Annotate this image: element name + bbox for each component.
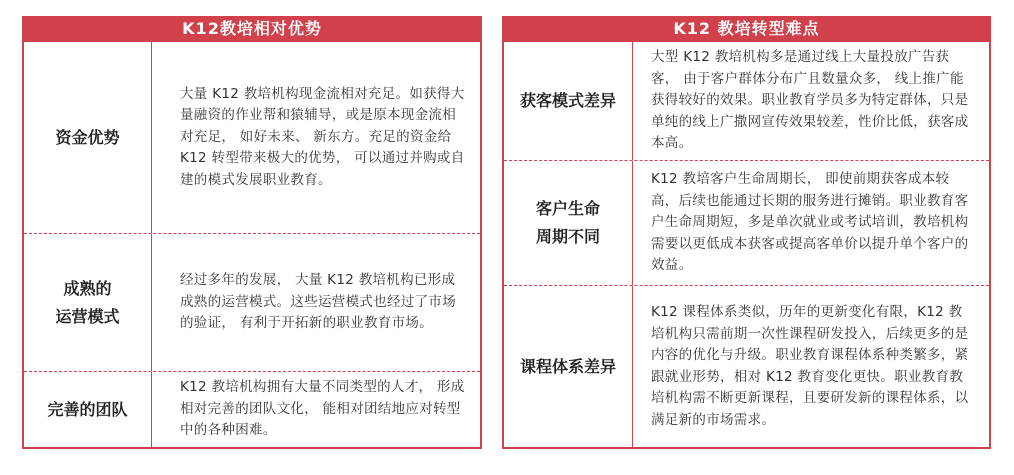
row-label: 资金优势 (24, 42, 152, 233)
challenges-table (502, 42, 991, 449)
row-label: 成熟的 运营模式 (24, 234, 152, 371)
challenges-title: K12 教培转型难点 (502, 16, 991, 42)
challenges-panel (502, 16, 991, 449)
row-text: K12 教培机构拥有大量不同类型的人才， 形成相对完善的团队文化， 能相对团结地应对转型中的各种困难。 (180, 379, 465, 439)
advantages-title: K12教培相对优势 (22, 16, 482, 42)
row-text: 大量 K12 教培机构现金流相对充足。如获得大量融资的作业帮和猿辅导，或是原本现金流相对充足， 如好未来、 新东方。充足的资金给 K12 转型带来极大的优势， 可以通过并购或自建的模式发展职业教育。 (180, 85, 465, 188)
row-label: 客户生命 周期不同 (504, 161, 633, 285)
row-text: 大型 K12 教培机构多是通过线上大量投放广告获客， 由于客户群体分布广且数量众多， 线上推广能获得较好的效果。职业教育学员多为特定群体，只是单纯的线上广撒网宣传效果较差，性价比低，获客成本高。 (651, 49, 969, 152)
row-text: 经过多年的发展， 大量 K12 教培机构已形成成熟的运营模式。这些运营模式也经过了市场的验证， 有利于开拓新的职业教育市场。 (180, 272, 456, 332)
table-row (24, 233, 480, 371)
row-label: 完善的团队 (24, 372, 152, 447)
advantages-table (22, 42, 482, 449)
row-text: K12 课程体系类似，历年的更新变化有限，K12 教培机构只需前期一次性课程研发投入，后续更多的是内容的优化与升级。职业教育课程体系种类繁多，紧跟就业形势，相对 K12 教育变化更快。职业教育教培机构需不断更新课程，且要研发新的课程体系，以满足新的市场需求。 (651, 304, 969, 428)
table-row (504, 285, 989, 447)
table-row (504, 160, 989, 285)
advantages-panel (22, 16, 482, 449)
table-row (24, 371, 480, 447)
row-label: 课程体系差异 (504, 286, 633, 447)
table-row (504, 42, 989, 160)
table-row (24, 42, 480, 233)
row-text: K12 教培客户生命周期长， 即使前期获客成本较高，后续也能通过长期的服务进行摊销。职业教育客户生命周期短，多是单次就业或考试培训，教培机构需要以更低成本获客或提高客单价以提升单个客户的效益。 (651, 171, 969, 274)
row-label: 获客模式差异 (504, 42, 633, 160)
